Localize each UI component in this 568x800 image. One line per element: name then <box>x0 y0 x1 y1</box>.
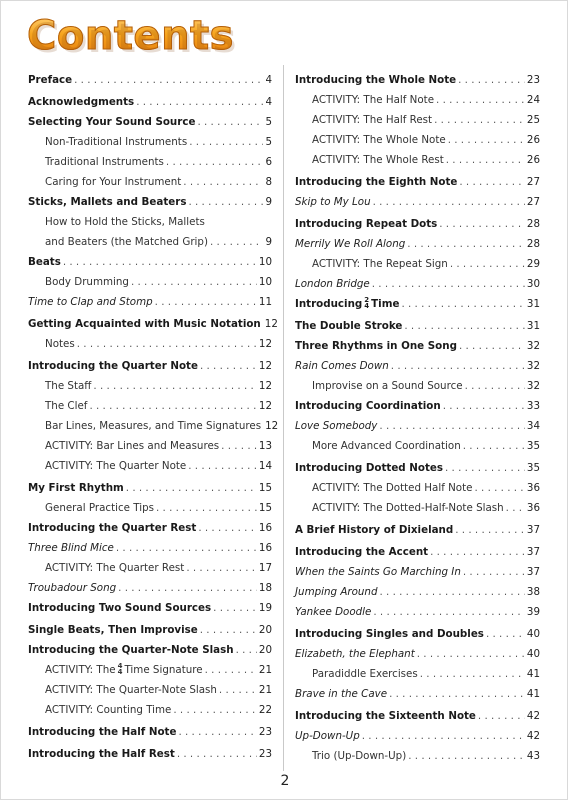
toc-entry-traditional-instruments[interactable] <box>28 153 272 171</box>
dot-leader <box>446 151 525 169</box>
dot-leader <box>93 377 256 395</box>
toc-entry-title: Introducing the Quarter Rest <box>28 522 197 534</box>
toc-entry-title: The Staff <box>45 380 92 392</box>
dot-leader <box>183 173 263 191</box>
toc-entry-page: 35 <box>526 440 540 452</box>
toc-entry-page: 41 <box>526 668 540 680</box>
toc-entry-activity-the-quarter-rest[interactable] <box>28 559 272 577</box>
toc-entry-page: 23 <box>526 74 540 86</box>
toc-entry-improvise-on-a-sound-source[interactable] <box>295 377 540 395</box>
dot-leader <box>221 437 257 455</box>
toc-entry-introducing-coordination[interactable] <box>295 397 540 415</box>
toc-entry-page: 27 <box>526 176 540 188</box>
toc-entry-title: ACTIVITY: The Half Note <box>312 94 435 106</box>
dot-leader <box>116 539 257 557</box>
dot-leader <box>463 563 525 581</box>
toc-entry-the-double-stroke[interactable] <box>295 317 540 335</box>
toc-entry-title: Time to Clap and Stomp <box>28 296 153 308</box>
toc-entry-page: 25 <box>526 114 540 126</box>
dot-leader <box>63 253 257 271</box>
dot-leader <box>459 337 525 355</box>
dot-leader <box>131 273 257 291</box>
dot-leader <box>118 579 257 597</box>
toc-entry-title: Introducing Singles and Doubles <box>295 628 484 640</box>
toc-entry-title: Acknowledgments <box>28 96 135 108</box>
toc-entry-page: 42 <box>526 730 540 742</box>
toc-entry-title: ACTIVITY: The Whole Rest <box>312 154 444 166</box>
toc-entry-page: 4 <box>265 96 272 108</box>
toc-entry-page: 23 <box>258 748 272 760</box>
toc-entry-page: 16 <box>258 542 272 554</box>
dot-leader <box>136 93 263 111</box>
toc-entry-title: Sticks, Mallets and Beaters <box>28 196 187 208</box>
dot-leader <box>506 499 525 517</box>
toc-entry-introducing-singles-and-doubles[interactable] <box>295 625 540 643</box>
toc-entry-title: Troubadour Song <box>28 582 117 594</box>
toc-entry-preface[interactable] <box>28 71 272 89</box>
dot-leader <box>156 499 257 517</box>
toc-entry-trio-up-down-up[interactable] <box>295 747 540 765</box>
toc-entry-activity-the-quarter-note[interactable] <box>28 457 272 475</box>
dot-leader <box>219 681 257 699</box>
toc-entry-page: 39 <box>526 606 540 618</box>
toc-entry-title: Single Beats, Then Improvise <box>28 624 198 636</box>
dot-leader <box>445 459 525 477</box>
time-signature-glyph: 2 4 <box>364 296 370 310</box>
toc-entry-title: Body Drumming <box>45 276 129 288</box>
toc-entry-page: 8 <box>265 176 272 188</box>
dot-leader <box>463 437 525 455</box>
toc-entry-page: 20 <box>258 624 272 636</box>
toc-entry-title: Merrily We Roll Along <box>295 238 406 250</box>
toc-entry-page: 12 <box>258 338 272 350</box>
toc-entry-title: ACTIVITY: The Whole Note <box>312 134 446 146</box>
toc-entry-introducing-the-quarter-note[interactable] <box>28 357 272 375</box>
toc-entry-introducing-the-eighth-note[interactable] <box>295 173 540 191</box>
dot-leader <box>236 641 257 659</box>
toc-entry-beats[interactable] <box>28 253 272 271</box>
toc-entry-title: Traditional Instruments <box>45 156 164 168</box>
toc-entry-rain-comes-down[interactable] <box>295 357 540 375</box>
toc-entry-title: Introducing the Accent <box>295 546 429 558</box>
toc-entry-page: 42 <box>526 710 540 722</box>
toc-entry-page: 20 <box>258 644 272 656</box>
toc-entry-up-down-up[interactable] <box>295 727 540 745</box>
toc-entry-page: 35 <box>526 462 540 474</box>
dot-leader <box>430 543 525 561</box>
dot-leader <box>439 215 525 233</box>
dot-leader <box>205 661 257 679</box>
toc-entry-jumping-around[interactable] <box>295 583 540 601</box>
toc-entry-page: 31 <box>526 320 540 332</box>
toc-entry-title: Bar Lines, Measures, and Time Signatures <box>45 420 262 432</box>
toc-entry-page: 9 <box>265 196 272 208</box>
toc-entry-title: ACTIVITY: Counting Time <box>45 704 172 716</box>
toc-entry-page: 18 <box>258 582 272 594</box>
dot-leader <box>155 293 257 311</box>
toc-entry-activity-the-half-rest[interactable] <box>295 111 540 129</box>
dot-leader <box>434 111 525 129</box>
toc-entry-page: 26 <box>526 154 540 166</box>
toc-entry-page: 14 <box>258 460 272 472</box>
toc-entry-title: Trio (Up-Down-Up) <box>312 750 407 762</box>
dot-leader <box>373 193 525 211</box>
toc-entry-when-the-saints-go-marching-in[interactable] <box>295 563 540 581</box>
toc-entry-title: More Advanced Coordination <box>312 440 461 452</box>
toc-entry-title: Introducing the Sixteenth Note <box>295 710 476 722</box>
dot-leader <box>448 131 525 149</box>
toc-entry-title: Introducing the Quarter-Note Slash <box>28 644 234 656</box>
dot-leader <box>197 113 263 131</box>
dot-leader <box>188 457 257 475</box>
toc-entry-title: Beats <box>28 256 61 268</box>
toc-entry-title: The Double Stroke <box>295 320 403 332</box>
toc-entry-title: When the Saints Go Marching In <box>295 566 461 578</box>
toc-entry-page: 37 <box>526 546 540 558</box>
toc-entry-title: Rain Comes Down <box>295 360 389 372</box>
toc-entry-activity-the-whole-rest[interactable] <box>295 151 540 169</box>
dot-leader <box>373 603 525 621</box>
toc-entry-page: 6 <box>265 156 272 168</box>
toc-entry-title: Love Somebody <box>295 420 378 432</box>
toc-entry-how-to-hold-the-sticks-mallets[interactable] <box>28 213 272 231</box>
toc-entry-introducing-repeat-dots[interactable] <box>295 215 540 233</box>
toc-entry-title: ACTIVITY: The Quarter Rest <box>45 562 185 574</box>
toc-entry-page: 43 <box>526 750 540 762</box>
toc-entry-page: 29 <box>526 258 540 270</box>
dot-leader <box>188 193 263 211</box>
toc-entry-page: 9 <box>265 236 272 248</box>
dot-leader <box>408 747 525 765</box>
toc-entry-page: 21 <box>258 664 272 676</box>
dot-leader <box>380 583 525 601</box>
toc-entry-page: 36 <box>526 502 540 514</box>
toc-entry-bar-lines-measures-and-time-signatures[interactable] <box>28 417 279 435</box>
toc-entry-page: 17 <box>258 562 272 574</box>
toc-entry-page: 12 <box>265 420 279 432</box>
toc-entry-elizabeth-the-elephant[interactable] <box>295 645 540 663</box>
toc-entry-introducing-the-half-note[interactable] <box>28 723 272 741</box>
toc-entry-page: 31 <box>526 298 540 310</box>
toc-entry-page: 27 <box>526 196 540 208</box>
toc-entry-title: Paradiddle Exercises <box>312 668 418 680</box>
toc-entry-page: 5 <box>265 116 272 128</box>
dot-leader <box>213 599 257 617</box>
toc-entry-the-staff[interactable] <box>28 377 272 395</box>
toc-entry-page: 41 <box>526 688 540 700</box>
contents-heading: Contents <box>27 13 234 59</box>
toc-entry-title: London Bridge <box>295 278 370 290</box>
toc-entry-title: ACTIVITY: The Half Rest <box>312 114 433 126</box>
toc-entry-yankee-doodle[interactable] <box>295 603 540 621</box>
toc-entry-title: Preface <box>28 74 73 86</box>
toc-entry-paradiddle-exercises[interactable] <box>295 665 540 683</box>
toc-entry-troubadour-song[interactable] <box>28 579 272 597</box>
toc-entry-title: ACTIVITY: The Dotted Half Note <box>312 482 473 494</box>
dot-leader <box>173 701 257 719</box>
time-signature-glyph: 4 4 <box>117 662 123 676</box>
toc-entry-title: Introducing the Half Rest <box>28 748 175 760</box>
dot-leader <box>126 479 257 497</box>
dot-leader <box>210 233 263 251</box>
toc-entry-page: 12 <box>264 318 278 330</box>
toc-entry-title: Jumping Around <box>295 586 378 598</box>
toc-entry-merrily-we-roll-along[interactable] <box>295 235 540 253</box>
toc-entry-page: 32 <box>526 380 540 392</box>
toc-entry-page: 33 <box>526 400 540 412</box>
column-divider <box>283 65 284 771</box>
toc-entry-title: ACTIVITY: The 4 4 Time Signature <box>45 662 203 676</box>
dot-leader <box>362 727 525 745</box>
toc-entry-title: Brave in the Cave <box>295 688 388 700</box>
toc-entry-and-beaters-the-matched-grip[interactable] <box>28 233 272 251</box>
toc-entry-title: Introducing the Quarter Note <box>28 360 198 372</box>
toc-entry-title: Introducing Dotted Notes <box>295 462 443 474</box>
toc-entry-page: 21 <box>258 684 272 696</box>
toc-entry-page: 15 <box>258 502 272 514</box>
toc-entry-body-drumming[interactable] <box>28 273 272 291</box>
dot-leader <box>459 173 525 191</box>
toc-entry-more-advanced-coordination[interactable] <box>295 437 540 455</box>
dot-leader <box>404 317 525 335</box>
toc-entry-title: Introducing 2 4 Time <box>295 296 400 310</box>
dot-leader <box>478 707 525 725</box>
toc-entry-title: A Brief History of Dixieland <box>295 524 454 536</box>
dot-leader <box>458 71 525 89</box>
toc-entry-title: My First Rhythm <box>28 482 124 494</box>
toc-entry-introducing-two-sound-sources[interactable] <box>28 599 272 617</box>
toc-entry-activity-the-dotted-half-note[interactable] <box>295 479 540 497</box>
toc-entry-activity-the-whole-note[interactable] <box>295 131 540 149</box>
dot-leader <box>420 665 525 683</box>
dot-leader <box>178 723 256 741</box>
toc-entry-page: 36 <box>526 482 540 494</box>
toc-entry-title: Caring for Your Instrument <box>45 176 182 188</box>
toc-entry-page: 15 <box>258 482 272 494</box>
toc-entry-title: Non-Traditional Instruments <box>45 136 188 148</box>
dot-leader <box>417 645 525 663</box>
toc-entry-title: Yankee Doodle <box>295 606 372 618</box>
toc-entry-introducing-the-whole-note[interactable] <box>295 71 540 89</box>
dot-leader <box>455 521 525 539</box>
toc-entry-general-practice-tips[interactable] <box>28 499 272 517</box>
dot-leader <box>200 357 257 375</box>
toc-entry-title: Elizabeth, the Elephant <box>295 648 415 660</box>
toc-entry-title: ACTIVITY: The Repeat Sign <box>312 258 448 270</box>
dot-leader <box>401 295 524 313</box>
dot-leader <box>389 685 525 703</box>
toc-entry-page: 4 <box>265 74 272 86</box>
toc-entry-title: ACTIVITY: The Quarter-Note Slash <box>45 684 217 696</box>
toc-entry-activity-bar-lines-and-measures[interactable] <box>28 437 272 455</box>
toc-entry-title: and Beaters (the Matched Grip) <box>45 236 208 248</box>
dot-leader <box>407 235 525 253</box>
toc-entry-title: Skip to My Lou <box>295 196 371 208</box>
dot-leader <box>74 71 263 89</box>
dot-leader <box>177 745 257 763</box>
toc-entry-title: Introducing the Whole Note <box>295 74 457 86</box>
toc-entry-page: 26 <box>526 134 540 146</box>
toc-entry-activity-the-dotted-half-note-slash[interactable] <box>295 499 540 517</box>
dot-leader <box>486 625 525 643</box>
toc-entry-page: 37 <box>526 566 540 578</box>
toc-entry-title: Introducing the Eighth Note <box>295 176 458 188</box>
toc-entry-single-beats-then-improvise[interactable] <box>28 621 272 639</box>
toc-entry-introducing-the-quarter-rest[interactable] <box>28 519 272 537</box>
toc-entry-page: 28 <box>526 218 540 230</box>
page-number: 2 <box>280 773 290 789</box>
dot-leader <box>186 559 257 577</box>
toc-entry-title: Selecting Your Sound Source <box>28 116 196 128</box>
toc-entry-activity-the-half-note[interactable] <box>295 91 540 109</box>
toc-entry-brave-in-the-cave[interactable] <box>295 685 540 703</box>
toc-entry-page: 10 <box>258 276 272 288</box>
toc-entry-page: 28 <box>526 238 540 250</box>
toc-entry-three-rhythms-in-one-song[interactable] <box>295 337 540 355</box>
toc-entry-page: 22 <box>258 704 272 716</box>
toc-entry-title: Three Rhythms in One Song <box>295 340 457 352</box>
toc-entry-introducing-the-half-rest[interactable] <box>28 745 272 763</box>
toc-entry-page: 10 <box>258 256 272 268</box>
toc-entry-title: Improvise on a Sound Source <box>312 380 463 392</box>
toc-entry-page: 12 <box>258 360 272 372</box>
toc-entry-page: 12 <box>258 400 272 412</box>
toc-entry-page: 30 <box>526 278 540 290</box>
dot-leader <box>450 255 525 273</box>
toc-entry-activity-counting-time[interactable] <box>28 701 272 719</box>
toc-entry-title: Notes <box>45 338 75 350</box>
toc-entry-page: 11 <box>258 296 272 308</box>
toc-entry-title: ACTIVITY: The Quarter Note <box>45 460 187 472</box>
toc-entry-selecting-your-sound-source[interactable] <box>28 113 272 131</box>
toc-entry-acknowledgments[interactable] <box>28 93 272 111</box>
dot-leader <box>379 417 524 435</box>
toc-entry-getting-acquainted-with-music-notation[interactable] <box>28 315 278 333</box>
dot-leader <box>198 519 257 537</box>
toc-entry-title: ACTIVITY: Bar Lines and Measures <box>45 440 220 452</box>
toc-entry-page: 40 <box>526 628 540 640</box>
dot-leader <box>474 479 524 497</box>
toc-entry-introducing-the-quarter-note-slash[interactable] <box>28 641 272 659</box>
toc-entry-page: 32 <box>526 360 540 372</box>
toc-entry-love-somebody[interactable] <box>295 417 540 435</box>
toc-entry-title: General Practice Tips <box>45 502 154 514</box>
dot-leader <box>436 91 525 109</box>
toc-entry-page: 24 <box>526 94 540 106</box>
dot-leader <box>391 357 525 375</box>
toc-entry-title: Up-Down-Up <box>295 730 360 742</box>
toc-entry-caring-for-your-instrument[interactable] <box>28 173 272 191</box>
dot-leader <box>89 397 256 415</box>
dot-leader <box>443 397 525 415</box>
dot-leader <box>372 275 525 293</box>
toc-entry-title: Getting Acquainted with Music Notation <box>28 318 261 330</box>
toc-entry-title: How to Hold the Sticks, Mallets <box>45 216 205 228</box>
toc-entry-the-clef[interactable] <box>28 397 272 415</box>
dot-leader <box>166 153 264 171</box>
toc-entry-page: 23 <box>258 726 272 738</box>
toc-entry-page: 32 <box>526 340 540 352</box>
toc-entry-page: 19 <box>258 602 272 614</box>
toc-entry-introducing-dotted-notes[interactable] <box>295 459 540 477</box>
toc-entry-activity-the-repeat-sign[interactable] <box>295 255 540 273</box>
dot-leader <box>77 335 257 353</box>
dot-leader <box>189 133 263 151</box>
toc-entry-title: ACTIVITY: The Dotted-Half-Note Slash <box>312 502 504 514</box>
toc-entry-title: Three Blind Mice <box>28 542 114 554</box>
toc-entry-page: 34 <box>526 420 540 432</box>
toc-entry-a-brief-history-of-dixieland[interactable] <box>295 521 540 539</box>
toc-entry-sticks-mallets-and-beaters[interactable] <box>28 193 272 211</box>
toc-entry-my-first-rhythm[interactable] <box>28 479 272 497</box>
toc-entry-page: 37 <box>526 524 540 536</box>
toc-entry-activity-the-quarter-note-slash[interactable] <box>28 681 272 699</box>
toc-entry-page: 12 <box>258 380 272 392</box>
toc-entry-title: Introducing Repeat Dots <box>295 218 438 230</box>
toc-entry-time-to-clap-and-stomp[interactable] <box>28 293 272 311</box>
dot-leader <box>200 621 257 639</box>
toc-entry-notes[interactable] <box>28 335 272 353</box>
toc-entry-non-traditional-instruments[interactable] <box>28 133 272 151</box>
toc-entry-skip-to-my-lou[interactable] <box>295 193 540 211</box>
toc-entry-page: 40 <box>526 648 540 660</box>
toc-entry-page: 16 <box>258 522 272 534</box>
toc-entry-title: Introducing Two Sound Sources <box>28 602 212 614</box>
dot-leader <box>465 377 525 395</box>
toc-entry-introducing-the-accent[interactable] <box>295 543 540 561</box>
toc-entry-introducing-the-sixteenth-note[interactable] <box>295 707 540 725</box>
toc-entry-three-blind-mice[interactable] <box>28 539 272 557</box>
toc-entry-london-bridge[interactable] <box>295 275 540 293</box>
toc-entry-page: 13 <box>258 440 272 452</box>
toc-entry-introducing-time[interactable] <box>295 295 540 313</box>
toc-entry-page: 38 <box>526 586 540 598</box>
toc-entry-title: Introducing Coordination <box>295 400 441 412</box>
toc-entry-activity-the-time-signature[interactable] <box>28 661 272 679</box>
toc-entry-page: 5 <box>265 136 272 148</box>
toc-entry-title: Introducing the Half Note <box>28 726 177 738</box>
toc-entry-title: The Clef <box>45 400 88 412</box>
